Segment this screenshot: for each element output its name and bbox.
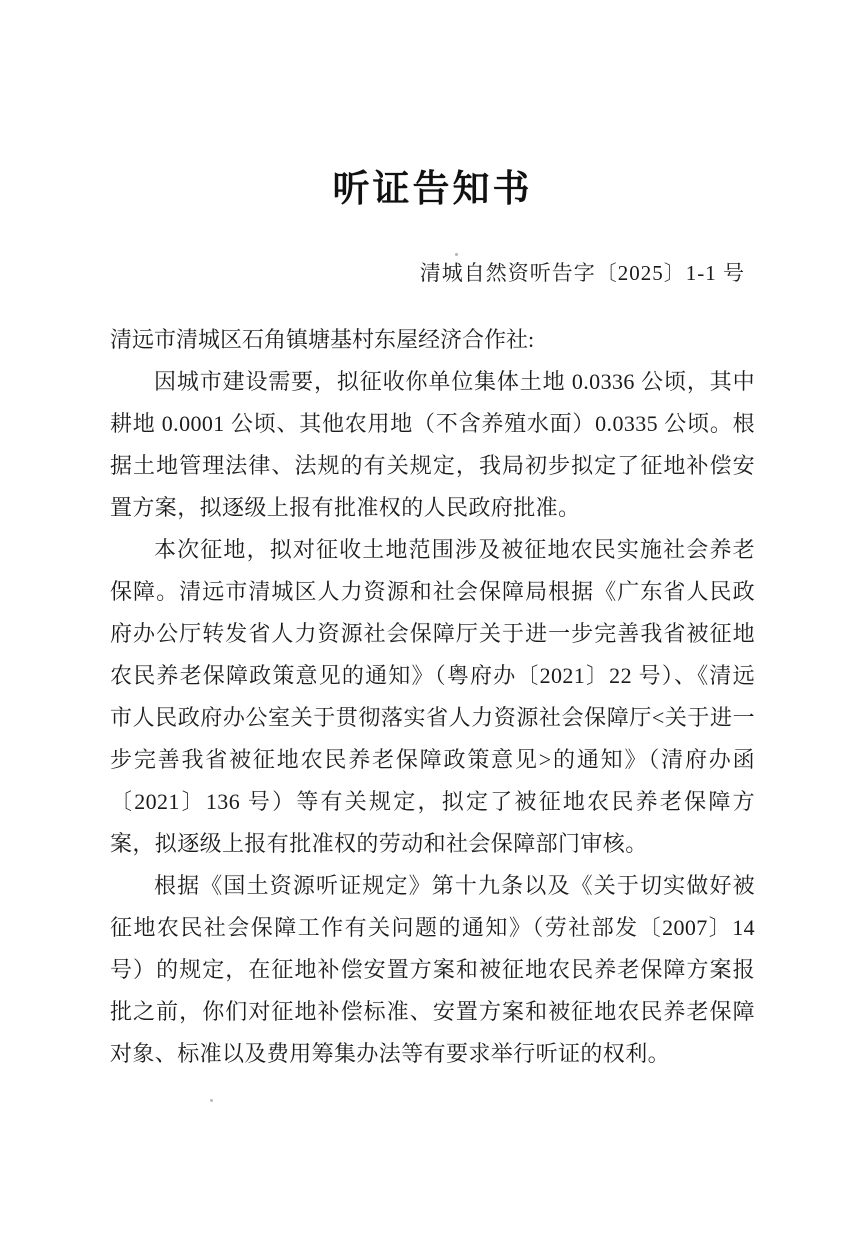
document-reference-number: 清城自然资听告字〔2025〕1-1 号	[419, 261, 745, 285]
paragraph-social-security-plan: 本次征地，拟对征收土地范围涉及被征地农民实施社会养老保障。清远市清城区人力资源和社会保障局根据《广东省人民政府办公厅转发省人力资源社会保障厅关于进一步完善我省被征地农民养老保障政策意见的通知》（粤府办〔2021〕22 号）、《清远市人民政府办公室关于贯彻落实省人力资源社会保障厅<关于进一步完善我省被征地农民养老保障政策意见>的通知》（清府办函〔2021〕136 号）等有关规定，拟定了被征地农民养老保障方案，拟逐级上报有批准权的劳动和社会保障部门审核。	[110, 537, 755, 856]
document-content	[110, 0, 755, 1075]
scan-speck	[210, 1099, 213, 1102]
document-title: 听证告知书	[332, 169, 533, 210]
scan-speck	[455, 253, 458, 256]
paragraph-hearing-rights: 根据《国土资源听证规定》第十九条以及《关于切实做好被征地农民社会保障工作有关问题的通知》（劳社部发〔2007〕14 号）的规定，在征地补偿安置方案和被征地农民养老保障方案报批之前，你们对征地补偿标准、安置方案和被征地农民养老保障对象、标准以及费用筹集办法等有要求举行听证的权利。	[110, 873, 755, 1066]
addressee-line: 清远市清城区石角镇塘基村东屋经济合作社:	[110, 327, 535, 352]
paragraph-land-acquisition: 因城市建设需要，拟征收你单位集体土地 0.0336 公顷，其中耕地 0.0001 公顷、其他农用地（不含养殖水面）0.0335 公顷。根据土地管理法律、法规的有关规定，我局初步拟定了征地补偿安置方案，拟逐级上报有批准权的人民政府批准。	[110, 369, 755, 520]
